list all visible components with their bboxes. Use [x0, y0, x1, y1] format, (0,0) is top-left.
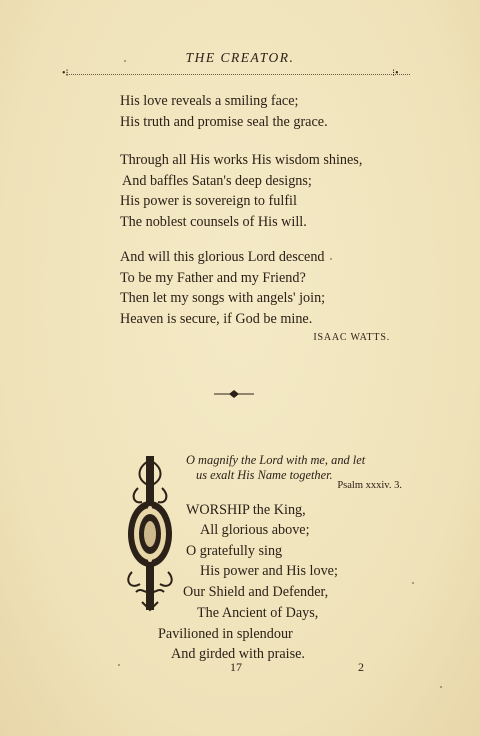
header-rule — [66, 74, 410, 75]
epigraph — [186, 453, 365, 483]
hymn-line: O gratefully sing — [186, 543, 283, 559]
paper-speck — [330, 258, 332, 260]
verse-line: And baffles Satan's deep designs; — [122, 172, 312, 189]
rule-ornament-left-icon: •⁝ — [62, 68, 69, 79]
paper-speck — [412, 582, 414, 584]
signature-mark: 2 — [358, 660, 364, 674]
hymn-line: Our Shield and Defender, — [183, 584, 329, 600]
hymn-line: Pavilioned in splendour — [158, 626, 293, 642]
verse-line: Then let my songs with angels' join; — [120, 290, 326, 306]
stanza-2 — [120, 150, 362, 232]
author-attribution: ISAAC WATTS. — [313, 332, 390, 343]
verse-line: The noblest counsels of His will. — [120, 213, 307, 230]
scripture-reference: Psalm xxxiv. 3. — [337, 480, 402, 491]
verse-line: His truth and promise seal the grace. — [120, 113, 328, 130]
paper-speck — [440, 686, 442, 688]
verse-line: To be my Father and my Friend? — [120, 269, 306, 286]
paper-speck — [118, 664, 120, 666]
epigraph-line: us exalt His Name together. — [196, 468, 333, 482]
epigraph-line: O magnify the Lord with me, and let — [186, 453, 366, 467]
ornamental-initial-o-icon — [120, 452, 180, 614]
page-title: THE CREATOR. — [185, 50, 295, 65]
hymn-line: The Ancient of Days, — [197, 605, 319, 621]
stanza-1 — [120, 91, 328, 132]
rule-ornament-right-icon: ⁝• — [392, 68, 399, 79]
verse-line: His power is sovereign to fulfil — [120, 193, 297, 209]
ornament-divider-icon — [214, 388, 254, 400]
paper-speck — [124, 60, 126, 62]
hymn-line: And girded with praise. — [171, 646, 305, 662]
page-number: 17 — [230, 660, 242, 674]
hymn-line: All glorious above; — [200, 522, 310, 538]
verse-line: His love reveals a smiling face; — [120, 93, 299, 109]
verse-line: And will this glorious Lord descend — [120, 249, 325, 265]
hymn-line-first: WORSHIP the King, — [186, 502, 306, 518]
verse-line: Through all His works His wisdom shines, — [120, 152, 363, 168]
stanza-3 — [120, 247, 325, 329]
hymn-line: His power and His love; — [200, 563, 338, 579]
verse-line: Heaven is secure, if God be mine. — [120, 310, 313, 327]
